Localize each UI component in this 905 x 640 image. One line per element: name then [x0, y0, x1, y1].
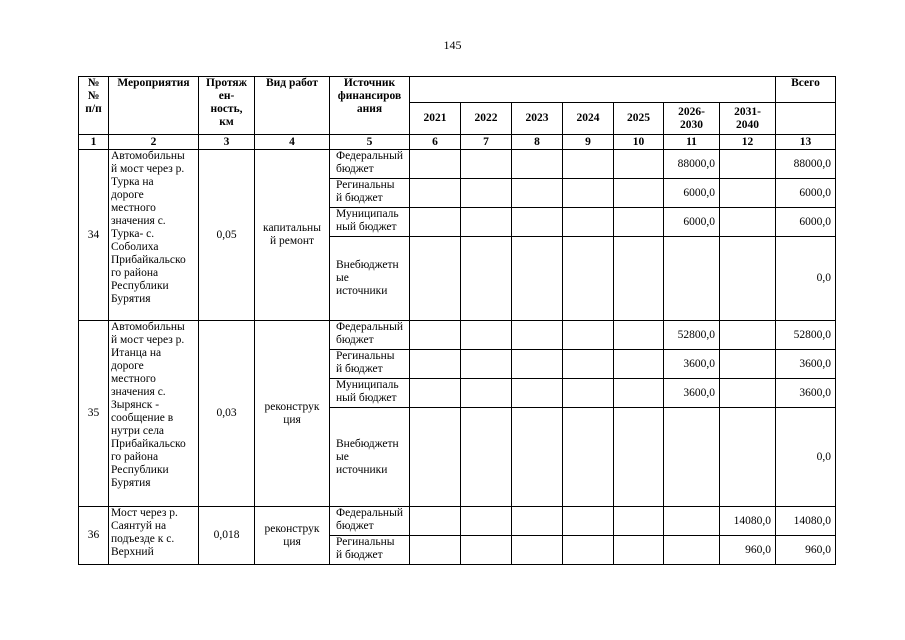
activity-name: Мост через р. Саянтуй на подъезде к с. Верхний	[109, 507, 199, 565]
funding-source: Федеральный бюджет	[330, 507, 410, 536]
year-value-empty	[614, 536, 664, 565]
year-value-empty	[563, 379, 614, 408]
row-number: 35	[79, 321, 109, 507]
value-2026-2030	[664, 536, 720, 565]
funding-source: Внебюджетн ые источники	[330, 237, 410, 321]
year-value-empty	[410, 321, 461, 350]
value-2026-2030: 52800,0	[664, 321, 720, 350]
header-years-group	[410, 77, 776, 103]
funding-source: Муниципаль ный бюджет	[330, 208, 410, 237]
header-total-blank	[776, 103, 836, 135]
year-value-empty	[410, 237, 461, 321]
col-number-9: 9	[563, 135, 614, 150]
year-value-empty	[512, 507, 563, 536]
year-value-empty	[461, 237, 512, 321]
header-length: Протяж ен- ность, км	[199, 77, 255, 135]
year-value-empty	[512, 150, 563, 179]
col-number-8: 8	[512, 135, 563, 150]
funding-source: Федеральный бюджет	[330, 150, 410, 179]
value-2031-2040: 14080,0	[720, 507, 776, 536]
year-value-empty	[614, 150, 664, 179]
value-2031-2040	[720, 179, 776, 208]
year-value-empty	[461, 179, 512, 208]
table-row	[79, 150, 836, 179]
year-value-empty	[563, 179, 614, 208]
col-number-3: 3	[199, 135, 255, 150]
value-2026-2030	[664, 408, 720, 507]
value-total: 0,0	[776, 408, 836, 507]
funding-source: Регинальны й бюджет	[330, 536, 410, 565]
year-value-empty	[410, 507, 461, 536]
year-value-empty	[512, 536, 563, 565]
value-2031-2040	[720, 237, 776, 321]
header-year-2022: 2022	[461, 103, 512, 135]
year-value-empty	[410, 379, 461, 408]
value-2031-2040	[720, 150, 776, 179]
header-year-2031-2040: 2031- 2040	[720, 103, 776, 135]
year-value-empty	[512, 237, 563, 321]
year-value-empty	[614, 237, 664, 321]
value-2031-2040	[720, 208, 776, 237]
year-value-empty	[461, 321, 512, 350]
funding-source: Регинальны й бюджет	[330, 350, 410, 379]
value-total: 88000,0	[776, 150, 836, 179]
year-value-empty	[461, 408, 512, 507]
value-2026-2030: 6000,0	[664, 208, 720, 237]
year-value-empty	[614, 321, 664, 350]
funding-source: Внебюджетн ые источники	[330, 408, 410, 507]
year-value-empty	[461, 150, 512, 179]
year-value-empty	[410, 179, 461, 208]
value-total: 3600,0	[776, 350, 836, 379]
funding-source: Федеральный бюджет	[330, 321, 410, 350]
value-2026-2030	[664, 237, 720, 321]
year-value-empty	[563, 408, 614, 507]
year-value-empty	[563, 350, 614, 379]
year-value-empty	[512, 179, 563, 208]
funding-source: Регинальны й бюджет	[330, 179, 410, 208]
col-number-6: 6	[410, 135, 461, 150]
header-num: № № п/п	[79, 77, 109, 135]
year-value-empty	[563, 237, 614, 321]
value-total: 3600,0	[776, 379, 836, 408]
work-type: реконструк ция	[255, 321, 330, 507]
value-2031-2040	[720, 408, 776, 507]
col-number-12: 12	[720, 135, 776, 150]
year-value-empty	[614, 379, 664, 408]
page-number: 145	[443, 38, 462, 52]
funding-source: Муниципаль ный бюджет	[330, 379, 410, 408]
length-km: 0,05	[199, 150, 255, 321]
year-value-empty	[614, 208, 664, 237]
value-2031-2040	[720, 321, 776, 350]
work-type: капитальны й ремонт	[255, 150, 330, 321]
year-value-empty	[512, 321, 563, 350]
year-value-empty	[512, 208, 563, 237]
col-number-7: 7	[461, 135, 512, 150]
year-value-empty	[563, 536, 614, 565]
year-value-empty	[461, 208, 512, 237]
value-2031-2040	[720, 379, 776, 408]
year-value-empty	[461, 507, 512, 536]
value-2031-2040	[720, 350, 776, 379]
year-value-empty	[614, 350, 664, 379]
year-value-empty	[563, 507, 614, 536]
table-row	[79, 507, 836, 536]
col-number-5: 5	[330, 135, 410, 150]
year-value-empty	[410, 208, 461, 237]
header-total: Всего	[776, 77, 836, 103]
value-total: 0,0	[776, 237, 836, 321]
value-total: 6000,0	[776, 179, 836, 208]
year-value-empty	[614, 408, 664, 507]
financing-table	[78, 76, 836, 565]
value-2026-2030: 3600,0	[664, 350, 720, 379]
year-value-empty	[410, 150, 461, 179]
year-value-empty	[410, 408, 461, 507]
row-number: 34	[79, 150, 109, 321]
work-type: реконструк ция	[255, 507, 330, 565]
header-activity: Мероприятия	[109, 77, 199, 135]
year-value-empty	[563, 208, 614, 237]
year-value-empty	[512, 379, 563, 408]
activity-name: Автомобильны й мост через р. Турка на дороге местного значения с. Турка- с. Соболиха Прибайкальско го района Республики Бурятия	[109, 150, 199, 321]
header-year-2021: 2021	[410, 103, 461, 135]
header-work-type: Вид работ	[255, 77, 330, 135]
header-source: Источник финансиров ания	[330, 77, 410, 135]
value-2026-2030	[664, 507, 720, 536]
value-2026-2030: 3600,0	[664, 379, 720, 408]
row-number: 36	[79, 507, 109, 565]
header-year-2026-2030: 2026- 2030	[664, 103, 720, 135]
year-value-empty	[563, 150, 614, 179]
header-year-2025: 2025	[614, 103, 664, 135]
col-number-11: 11	[664, 135, 720, 150]
col-number-10: 10	[614, 135, 664, 150]
value-total: 52800,0	[776, 321, 836, 350]
year-value-empty	[614, 507, 664, 536]
value-2026-2030: 6000,0	[664, 179, 720, 208]
table-row	[79, 321, 836, 350]
year-value-empty	[512, 408, 563, 507]
year-value-empty	[563, 321, 614, 350]
value-2026-2030: 88000,0	[664, 150, 720, 179]
year-value-empty	[461, 350, 512, 379]
year-value-empty	[410, 350, 461, 379]
year-value-empty	[614, 179, 664, 208]
col-number-4: 4	[255, 135, 330, 150]
activity-name: Автомобильны й мост через р. Итанца на дороге местного значения с. Зырянск - сообщение в нутри села Прибайкальско го района Республики Бурятия	[109, 321, 199, 507]
length-km: 0,018	[199, 507, 255, 565]
value-total: 960,0	[776, 536, 836, 565]
value-total: 6000,0	[776, 208, 836, 237]
year-value-empty	[461, 536, 512, 565]
year-value-empty	[461, 379, 512, 408]
col-number-1: 1	[79, 135, 109, 150]
year-value-empty	[410, 536, 461, 565]
header-year-2023: 2023	[512, 103, 563, 135]
value-total: 14080,0	[776, 507, 836, 536]
length-km: 0,03	[199, 321, 255, 507]
col-number-2: 2	[109, 135, 199, 150]
value-2031-2040: 960,0	[720, 536, 776, 565]
year-value-empty	[512, 350, 563, 379]
header-year-2024: 2024	[563, 103, 614, 135]
col-number-13: 13	[776, 135, 836, 150]
